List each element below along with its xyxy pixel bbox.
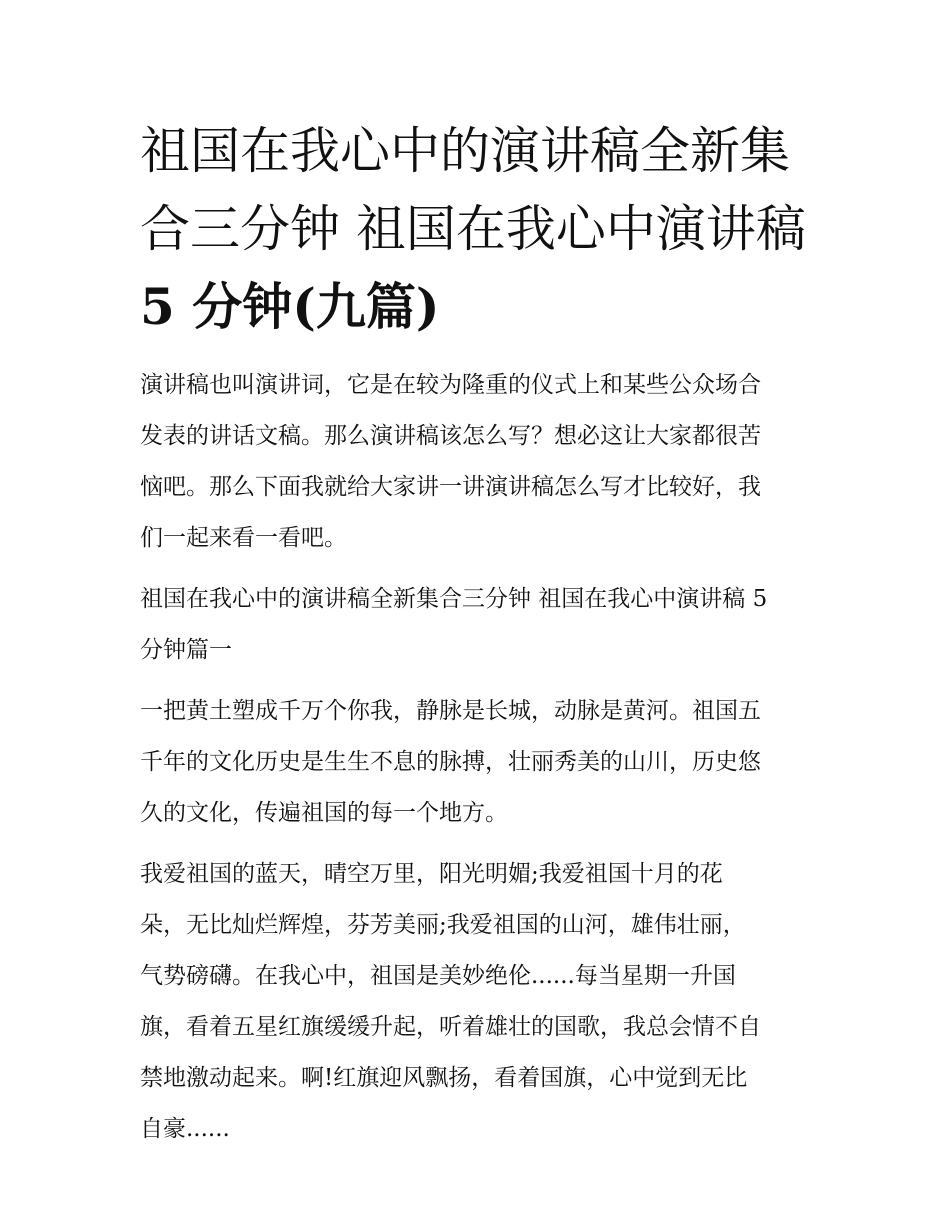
text-line: 演讲稿也叫演讲词，它是在较为隆重的仪式上和某些公众场合: [140, 372, 761, 398]
text-line: 祖国在我心中的演讲稿全新集合三分钟 祖国在我心中演讲稿 5: [140, 586, 768, 612]
text-line: 旗，看着五星红旗缓缓升起，听着雄壮的国歌，我总会情不自: [140, 1014, 761, 1040]
text-line: 自豪......: [140, 1116, 230, 1142]
title-line-3: 5 分钟(九篇): [140, 277, 440, 336]
text-line: 发表的讲话文稿。那么演讲稿该怎么写？想必这让大家都很苦: [140, 423, 761, 449]
body-paragraph-1: [140, 686, 820, 839]
text-line: 们一起来看一看吧。: [140, 525, 347, 551]
intro-paragraph: [140, 360, 820, 564]
document-page: [140, 112, 820, 1155]
text-line: 久的文化，传遍祖国的每一个地方。: [140, 800, 508, 826]
title-line-2: 合三分钟 祖国在我心中演讲稿: [140, 200, 806, 258]
text-line: 千年的文化历史是生生不息的脉搏，壮丽秀美的山川，历史悠: [140, 749, 761, 775]
title-line-1: 祖国在我心中的演讲稿全新集: [140, 122, 790, 180]
document-title: [140, 112, 820, 346]
text-line: 我爱祖国的蓝天，晴空万里，阳光明媚;我爱祖国十月的花: [140, 861, 723, 887]
text-line: 禁地激动起来。啊!红旗迎风飘扬，看着国旗，心中觉到无比: [140, 1065, 748, 1091]
text-line: 朵，无比灿烂辉煌，芬芳美丽;我爱祖国的山河，雄伟壮丽，: [140, 912, 746, 938]
text-line: 气势磅礴。在我心中，祖国是美妙绝伦......每当星期一升国: [140, 963, 736, 989]
section-heading-paragraph: [140, 574, 820, 676]
body-paragraph-2: [140, 849, 820, 1155]
text-line: 恼吧。那么下面我就给大家讲一讲演讲稿怎么写才比较好，我: [140, 474, 761, 500]
text-line: 分钟篇一: [140, 637, 232, 663]
text-line: 一把黄土塑成千万个你我，静脉是长城，动脉是黄河。祖国五: [140, 698, 761, 724]
